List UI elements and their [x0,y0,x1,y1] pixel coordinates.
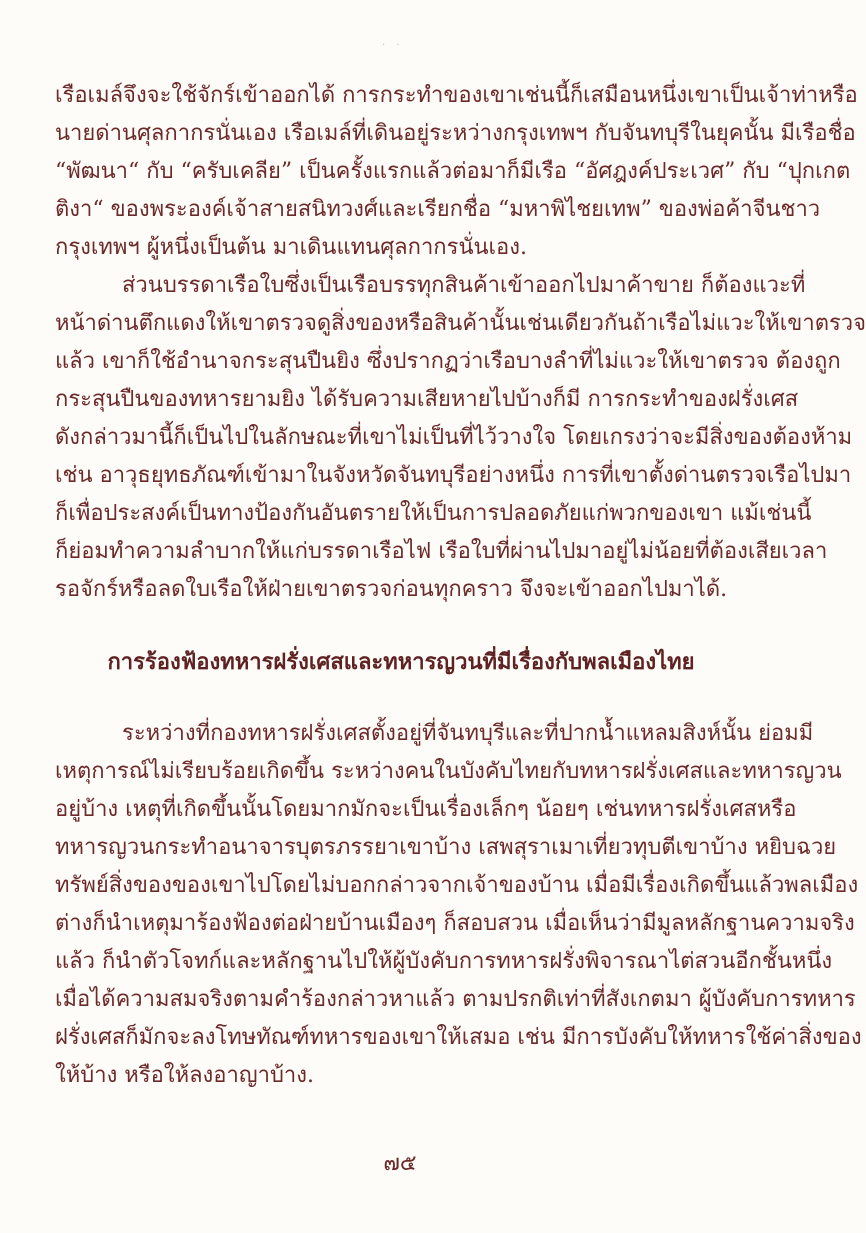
paragraph-2-line-1: ส่วนบรรดาเรือใบซึ่งเป็นเรือบรรทุกสินค้าเข้าออกไปมาค้าขาย ก็ต้องแวะที่ [122,273,806,298]
paragraph-3-line-8: เมื่อได้ความสมจริงตามคำร้องกล่าวหาแล้ว ตามปรกติเท่าที่สังเกตมา ผู้บังคับการทหาร [55,987,856,1012]
paragraph-3-line-7: แล้ว ก็นำตัวโจทก์และหลักฐานไปให้ผู้บังคับการทหารฝรั่งพิจารณาไต่สวนอีกชั้นหนึ่ง [55,949,833,974]
paragraph-1-line-3: “พัฒนา“ กับ “ครับเคลีย” เป็นครั้งแรกแล้วต่อมาก็มีเรือ “อัศฎงค์ประเวศ” กับ “ปุกเกต [55,159,851,184]
paragraph-2-line-3: แล้ว เขาก็ใช้อำนาจกระสุนปืนยิง ซึ่งปรากฏว่าเรือบางลำที่ไม่แวะให้เขาตรวจ ต้องถูก [55,349,841,374]
paragraph-1-line-1: เรือเมล์จึงจะใช้จักร์เข้าออกได้ การกระทำของเขาเช่นนี้ก็เสมือนหนึ่งเขาเป็นเจ้าท่าหรือ [55,83,858,108]
paragraph-1-line-2: นายด่านศุลกากรนั่นเอง เรือเมล์ที่เดินอยู่ระหว่างกรุงเทพฯ กับจันทบุรีในยุคนั้น มีเรือชื่อ [55,121,856,146]
paragraph-3-line-3: อยู่บ้าง เหตุที่เกิดขึ้นนั้นโดยมากมักจะเป็นเรื่องเล็กๆ น้อยๆ เช่นทหารฝรั่งเศสหรือ [55,797,797,822]
paragraph-3-line-9: ฝรั่งเศสก็มักจะลงโทษทัณฑ์ทหารของเขาให้เสมอ เช่น มีการบังคับให้ทหารใช้ค่าสิ่งของ [55,1025,862,1050]
section-heading: การร้องฟ้องทหารฝรั่งเศสและทหารญวนที่มีเรื่องกับพลเมืองไทย [107,649,695,675]
paragraph-2-line-2: หน้าด่านตึกแดงให้เขาตรวจดูสิ่งของหรือสินค้านั้นเช่นเดียวกันถ้าเรือไม่แวะให้เขาตรวจ [55,311,866,336]
paragraph-2-line-5: ดังกล่าวมานี้ก็เป็นไปในลักษณะที่เขาไม่เป็นที่ไว้วางใจ โดยเกรงว่าจะมีสิ่งของต้องห้าม [55,425,853,450]
paragraph-2-line-4: กระสุนปืนของทหารยามยิง ได้รับความเสียหายไปบ้างก็มี การกระทำของฝรั่งเศส [55,387,799,412]
paragraph-3-line-5: ทรัพย์สิ่งของของเขาไปโดยไม่บอกกล่าวจากเจ้าของบ้าน เมื่อมีเรื่องเกิดขึ้นแล้วพลเมือง [55,873,859,898]
page-number: ๗๕ [383,1151,417,1176]
scan-mark: · · [382,40,404,51]
paragraph-1-line-4: ติงา“ ของพระองค์เจ้าสายสนิทวงศ์และเรียกชื่อ “มหาพิไชยเทพ” ของพ่อค้าจีนชาว [55,197,821,222]
paragraph-3-line-6: ต่างก็นำเหตุมาร้องฟ้องต่อฝ่ายบ้านเมืองๆ ก็สอบสวน เมื่อเห็นว่ามีมูลหลักฐานความจริง [55,911,855,936]
paragraph-2-line-6: เช่น อาวุธยุทธภัณฑ์เข้ามาในจังหวัดจันทบุรีอย่างหนึ่ง การที่เขาตั้งด่านตรวจเรือไปมา [55,463,852,488]
paragraph-2-line-7: ก็เพื่อประสงค์เป็นทางป้องกันอันตรายให้เป็นการปลอดภัยแก่พวกของเขา แม้เช่นนี้ [55,501,812,526]
paragraph-2-line-8: ก็ย่อมทำความลำบากให้แก่บรรดาเรือไฟ เรือใบที่ผ่านไปมาอยู่ไม่น้อยที่ต้องเสียเวลา [55,539,828,564]
paragraph-1-line-5: กรุงเทพฯ ผู้หนึ่งเป็นต้น มาเดินแทนศุลกากรนั่นเอง. [55,235,527,260]
paragraph-3-line-10: ให้บ้าง หรือให้ลงอาญาบ้าง. [55,1063,315,1088]
paragraph-3-line-1: ระหว่างที่กองทหารฝรั่งเศสตั้งอยู่ที่จันทบุรีและที่ปากน้ำแหลมสิงห์นั้น ย่อมมี [122,721,814,746]
paragraph-3-line-4: ทหารญวนกระทำอนาจารบุตรภรรยาเขาบ้าง เสพสุราเมาเที่ยวทุบตีเขาบ้าง หยิบฉวย [55,835,837,860]
paragraph-2-line-9: รอจักร์หรือลดใบเรือให้ฝ่ายเขาตรวจก่อนทุกคราว จึงจะเข้าออกไปมาได้. [55,577,728,602]
paragraph-3-line-2: เหตุการณ์ไม่เรียบร้อยเกิดขึ้น ระหว่างคนในบังคับไทยกับทหารฝรั่งเศสและทหารญวน [55,759,842,784]
